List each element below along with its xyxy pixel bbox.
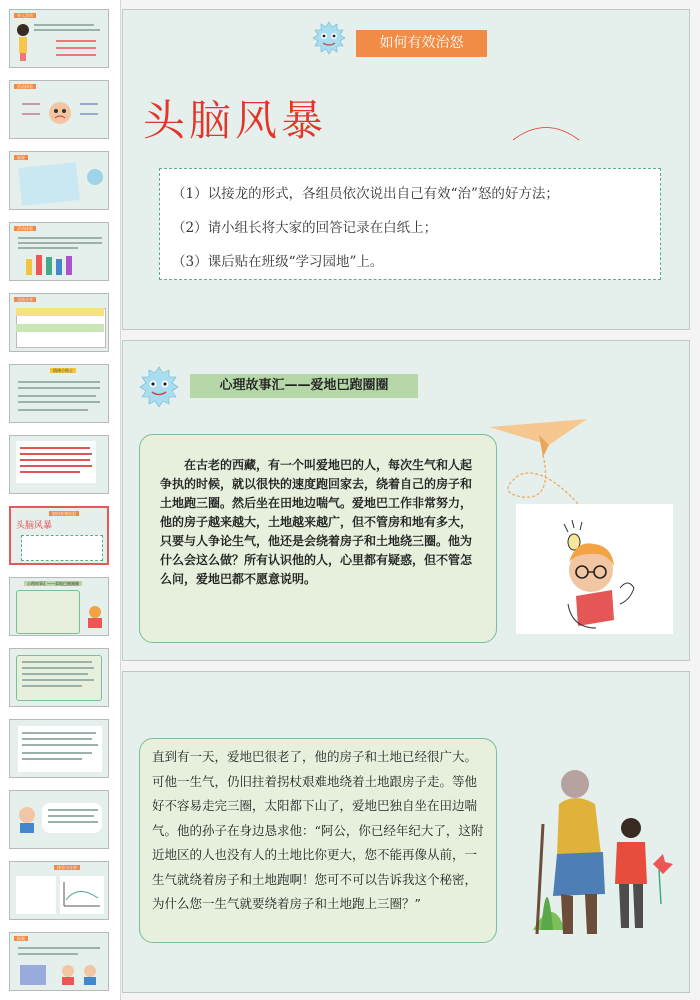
- paper-plane-icon: [483, 405, 593, 515]
- thinking-boy-icon: [16, 805, 38, 835]
- slide-thumbnail-13[interactable]: [9, 861, 109, 920]
- reading-child-illustration: [516, 504, 673, 634]
- story-card: [139, 434, 497, 643]
- slide-thumbnail-12[interactable]: [9, 790, 109, 849]
- instructions-box: [159, 168, 661, 280]
- thumb-label: 体验与分享: [54, 865, 80, 870]
- slide-thumbnail-14[interactable]: [9, 932, 109, 991]
- story-card: [139, 738, 497, 943]
- slide-thumbnail-10[interactable]: [9, 648, 109, 707]
- girl-icon: [16, 22, 30, 62]
- slide-thumbnail-6[interactable]: [9, 364, 109, 423]
- slide-story-part2: [122, 671, 690, 993]
- slide-title: 头脑风暴: [143, 96, 328, 145]
- instruction-step-3: （3）课后贴在班级“学习园地”上。: [172, 254, 384, 270]
- thumb-title: 头脑风暴: [16, 521, 53, 531]
- slide-thumbnail-9[interactable]: [9, 577, 109, 636]
- thumb-label: 如何有效治怒: [49, 511, 79, 516]
- story-text: 直到有一天，爱地巴很老了，他的房子和土地已经很广大。可他一生气，仍旧拄着拐杖艰难地绕着土地跟房子走。等他好不容易走完三圈，太阳都下山了，爱地巴独自坐在田边喘气。他的孙子在身边恳求他：“阿公，你已经年纪大了，这附近地区的人也没有人的土地比你更大，您不能再像从前，一生气就绕着房子和土地跑啊！您可不可以告诉我这个秘密，为什么您一生气就要绕着房子和土地跑上三圈？”: [152, 749, 484, 911]
- instruction-step-1: （1）以接龙的形式，各组员依次说出自己有效“治”怒的好方法；: [172, 186, 559, 202]
- story-title-badge: 心理故事汇——爱地巴跑圈圈: [190, 374, 418, 398]
- slide-brainstorm: [122, 9, 690, 330]
- slide-thumbnail-5[interactable]: [9, 293, 109, 352]
- fluffy-monster-mascot-icon: [135, 363, 183, 411]
- slide-thumbnail-11[interactable]: [9, 719, 109, 778]
- kids-illustration: [18, 961, 102, 987]
- fluffy-monster-mascot-icon: [309, 18, 349, 58]
- slide-thumbnail-4[interactable]: [9, 222, 109, 281]
- thumb-label: 情绪小贴士: [50, 368, 76, 373]
- chart-icon: [62, 880, 102, 910]
- thumb-label: 拓展: [14, 936, 28, 941]
- thumb-label: 说说: [14, 155, 28, 160]
- thumb-label: 交流分享: [14, 297, 36, 302]
- topic-badge: 如何有效治怒: [356, 30, 487, 57]
- crayons-icon: [24, 253, 84, 277]
- decorative-curve: [511, 120, 581, 160]
- slide-thumbnail-sidebar: [0, 0, 121, 1000]
- thumb-label: 心理故事汇——爱地巴跑圈圈: [24, 581, 82, 586]
- face-icon: [46, 99, 74, 131]
- slide-thumbnail-7[interactable]: [9, 435, 109, 494]
- slide-thumbnail-3[interactable]: [9, 151, 109, 210]
- slide-thumbnail-1[interactable]: [9, 9, 109, 68]
- slide-thumbnail-8-selected[interactable]: [9, 506, 109, 565]
- thumb-label: 活动体验: [14, 226, 36, 231]
- slide-thumbnail-2[interactable]: [9, 80, 109, 139]
- reading-child-icon: [84, 604, 106, 630]
- monster-icon: [86, 166, 104, 190]
- thumb-label: 导入活动: [14, 13, 36, 18]
- thumb-label: 活动体验: [14, 84, 36, 89]
- story-text: 在古老的西藏，有一个叫爱地巴的人，每次生气和人起争执的时候，就以很快的速度跑回家去，绕着自己的房子和土地跑三圈。然后坐在田地边喘气。爱地巴工作非常努力，他的房子越来越大，土地越来越广，但不管房和地有多大，只要与人争论生气，他还是会绕着房子和土地绕三圈。他为什么会这么做？所有认识他的人，心里都有疑惑，但不管怎么问，爱地巴都不愿意说明。: [160, 458, 473, 586]
- grandfather-grandson-illustration: [513, 744, 679, 944]
- instruction-step-2: （2）请小组长将大家的回答记录在白纸上；: [172, 220, 438, 236]
- slide-story-part1: [122, 340, 690, 661]
